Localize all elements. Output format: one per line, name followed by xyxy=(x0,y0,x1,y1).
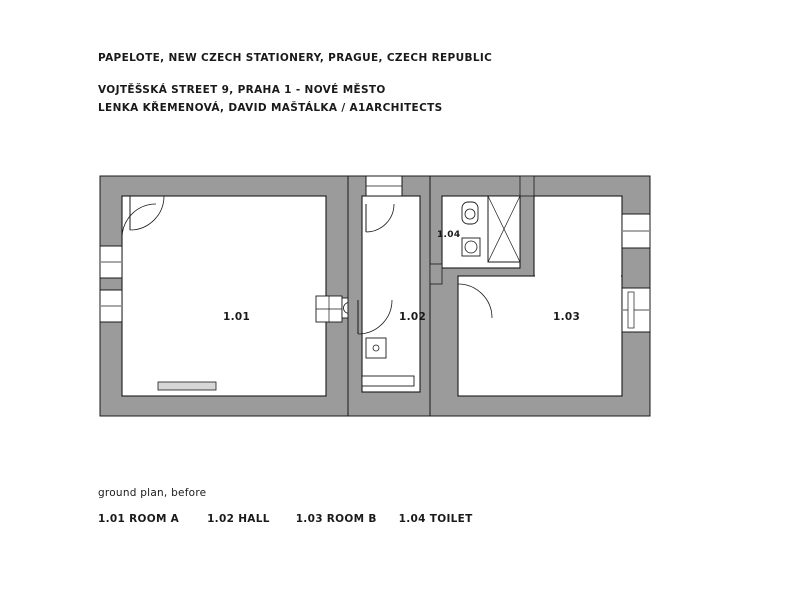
washbasin-bowl-104 xyxy=(465,241,477,253)
fixture-meterbox-dot-102 xyxy=(373,345,379,351)
legend-name-104: TOILET xyxy=(429,513,473,525)
legend-item-102 xyxy=(207,513,270,525)
legend-name-102: HALL xyxy=(238,513,270,525)
wc-bowl-104 xyxy=(465,209,475,219)
plan-caption: ground plan, before xyxy=(98,487,207,499)
legend-name-103: ROOM B xyxy=(326,513,377,525)
room-label-101: 1.01 xyxy=(223,311,251,323)
room-label-104: 1.04 xyxy=(437,230,461,240)
legend-code-103: 1.03 xyxy=(295,513,323,525)
legend-name-101: ROOM A xyxy=(129,513,180,525)
legend-code-102: 1.02 xyxy=(207,513,235,525)
entry-threshold-102 xyxy=(362,376,414,386)
floor-plan-drawing xyxy=(90,168,660,430)
room-label-103: 1.03 xyxy=(553,311,581,323)
room-label-102: 1.02 xyxy=(399,311,427,323)
project-authors: LENKA KŘEMENOVÁ, DAVID MAŠTÁLKA / A1ARCHITECTS xyxy=(98,102,443,114)
legend-code-101: 1.01 xyxy=(98,513,126,525)
project-address: VOJTĚŠSKÁ STREET 9, PRAHA 1 - NOVÉ MĚSTO xyxy=(98,84,386,96)
legend-item-103 xyxy=(296,513,377,525)
legend-code-104: 1.04 xyxy=(398,513,426,525)
window-sash-right-lower xyxy=(628,292,634,328)
pilaster-hall-left xyxy=(430,264,442,284)
room-floor-102 xyxy=(362,196,420,392)
furniture-strip-101 xyxy=(158,382,216,390)
plan-caption-block xyxy=(98,487,738,525)
room-floor-103-upper xyxy=(534,196,622,276)
legend-item-101 xyxy=(98,513,179,525)
title-block xyxy=(98,52,698,120)
legend-item-104 xyxy=(399,513,473,525)
room-floor-101 xyxy=(122,196,326,396)
room-legend xyxy=(98,513,738,525)
project-title: PAPELOTE, NEW CZECH STATIONERY, PRAGUE, CZECH REPUBLIC xyxy=(98,52,493,64)
pilaster-right-top xyxy=(520,176,534,196)
plan-geometry xyxy=(100,176,650,416)
